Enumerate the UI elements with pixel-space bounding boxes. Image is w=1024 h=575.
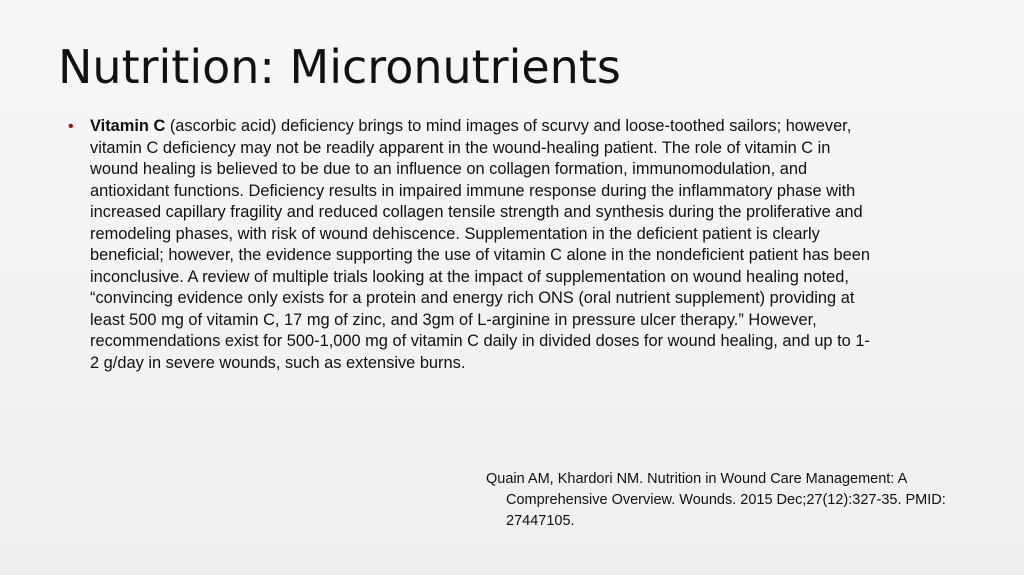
bullet-list — [68, 116, 878, 374]
bullet-lead-term: Vitamin C — [90, 117, 166, 135]
citation-reference: Quain AM, Khardori NM. Nutrition in Wound Care Management: A Comprehensive Overview. Wounds. 2015 Dec;27(12):327-35. PMID: 27447105. — [486, 471, 946, 529]
bullet-body-text: (ascorbic acid) deficiency brings to mind images of scurvy and loose-toothed sailors; however, vitamin C deficiency may not be readily apparent in the wound-healing patient. The role of vitamin C in wound healing is believed to be due to an influence on collagen formation, immunomodulation, and antioxidant functions. Deficiency results in impaired immune response during the inflammatory phase with increased capillary fragility and reduced collagen tensile strength and synthesis during the proliferative and remodeling phases, with risk of wound dehiscence. Supplementation in the deficient patient is clearly beneficial; however, the evidence supporting the use of vitamin C alone in the nondeficient patient has been inconclusive. A review of multiple trials looking at the impact of supplementation on wound healing noted, “convincing evidence only exists for a protein and energy rich ONS (oral nutrient supplement) providing at least 500 mg of vitamin C, 17 mg of zinc, and 3gm of L-arginine in pressure ulcer therapy.” However, recommendations exist for 500-1,000 mg of vitamin C daily in divided doses for wound healing, and up to 1-2 g/day in severe wounds, such as extensive burns. — [90, 117, 870, 372]
bullet-marker: • — [68, 118, 74, 135]
bullet-item-vitamin-c — [68, 116, 878, 374]
slide-title: Nutrition: Micronutrients — [58, 40, 621, 94]
